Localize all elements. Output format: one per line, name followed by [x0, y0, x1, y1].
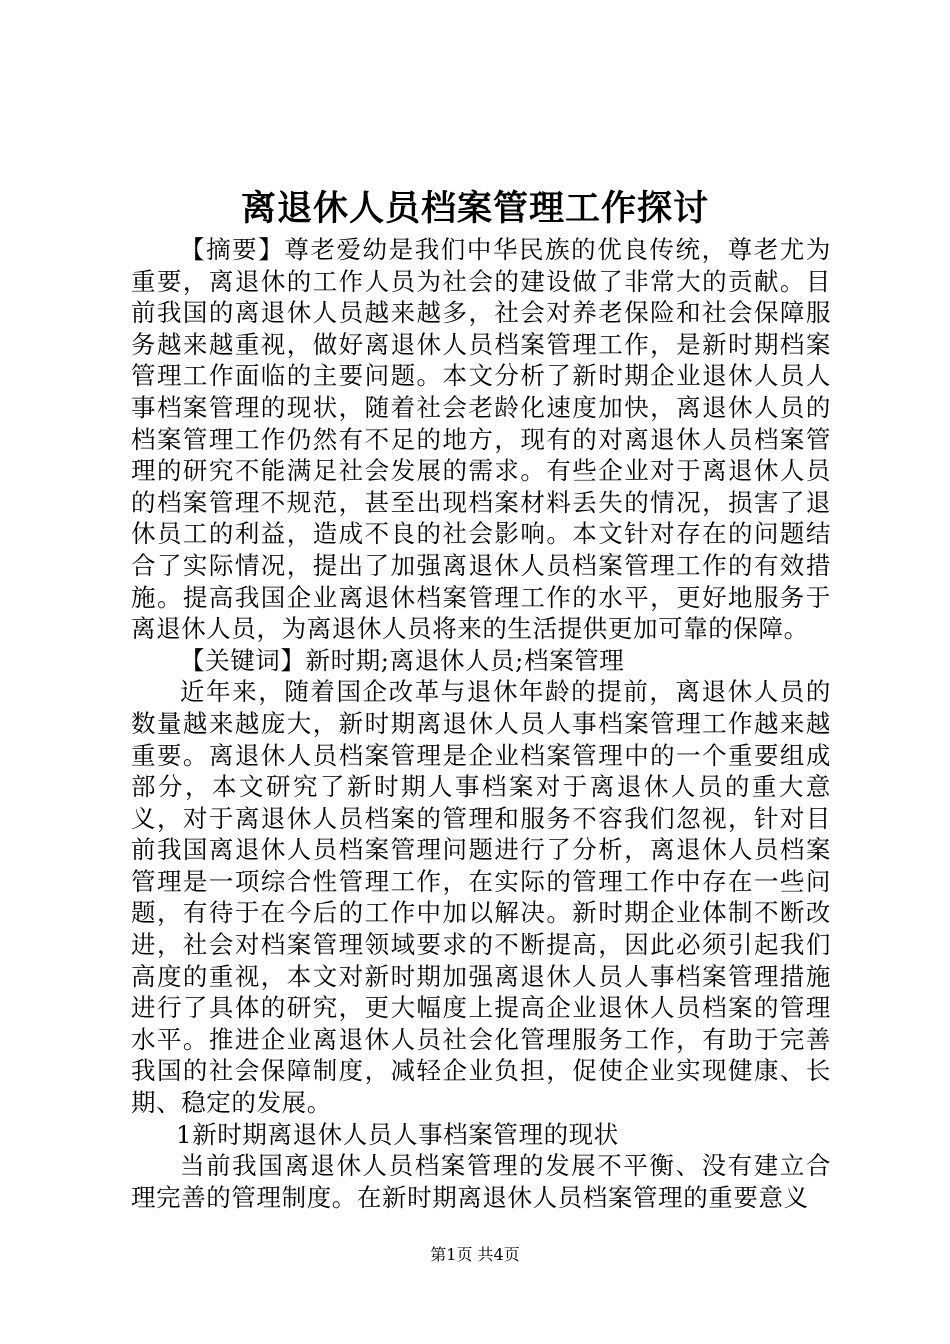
- section-heading: 1新时期离退休人员人事档案管理的现状: [176, 1119, 619, 1149]
- document-body: [131, 234, 831, 1213]
- keywords-paragraph: 【关键词】新时期;离退休人员;档案管理: [180, 645, 625, 675]
- section-paragraph: 当前我国离退休人员档案管理的发展不平衡、没有建立合理完善的管理制度。在新时期离退休人员档案管理的重要意义: [131, 1151, 831, 1212]
- page-footer: 第1页 共4页: [430, 1245, 520, 1264]
- intro-paragraph: 近年来，随着国企改革与退休年龄的提前，离退休人员的数量越来越庞大，新时期离退休人员人事档案管理工作越来越重要。离退休人员档案管理是企业档案管理中的一个重要组成部分，本文研究了新时期人事档案对于离退休人员的重大意义，对于离退休人员档案的管理和服务不容我们忽视，针对目前我国离退休人员档案管理问题进行了分析，离退休人员档案管理是一项综合性管理工作，在实际的管理工作中存在一些问题，有待于在今后的工作中加以解决。新时期企业体制不断改进，社会对档案管理领域要求的不断提高，因此必须引起我们高度的重视，本文对新时期加强离退休人员人事档案管理措施进行了具体的研究，更大幅度上提高企业退休人员档案的管理水平。推进企业离退休人员社会化管理服务工作，有助于完善我国的社会保障制度，减轻企业负担，促使企业实现健康、长期、稳定的发展。: [131, 677, 831, 1118]
- abstract-paragraph: 【摘要】尊老爱幼是我们中华民族的优良传统，尊老尤为重要，离退休的工作人员为社会的建设做了非常大的贡献。目前我国的离退休人员越来越多，社会对养老保险和社会保障服务越来越重视，做好离退休人员档案管理工作，是新时期档案管理工作面临的主要问题。本文分析了新时期企业退休人员人事档案管理的现状，随着社会老龄化速度加快，离退休人员的档案管理工作仍然有不足的地方，现有的对离退休人员档案管理的研究不能满足社会发展的需求。有些企业对于离退休人员的档案管理不规范，甚至出现档案材料丢失的情况，损害了退休员工的利益，造成不良的社会影响。本文针对存在的问题结合了实际情况，提出了加强离退休人员档案管理工作的有效措施。提高我国企业离退休档案管理工作的水平，更好地服务于离退休人员，为离退休人员将来的生活提供更加可靠的保障。: [131, 235, 831, 644]
- document-title: 离退休人员档案管理工作探讨: [240, 188, 709, 229]
